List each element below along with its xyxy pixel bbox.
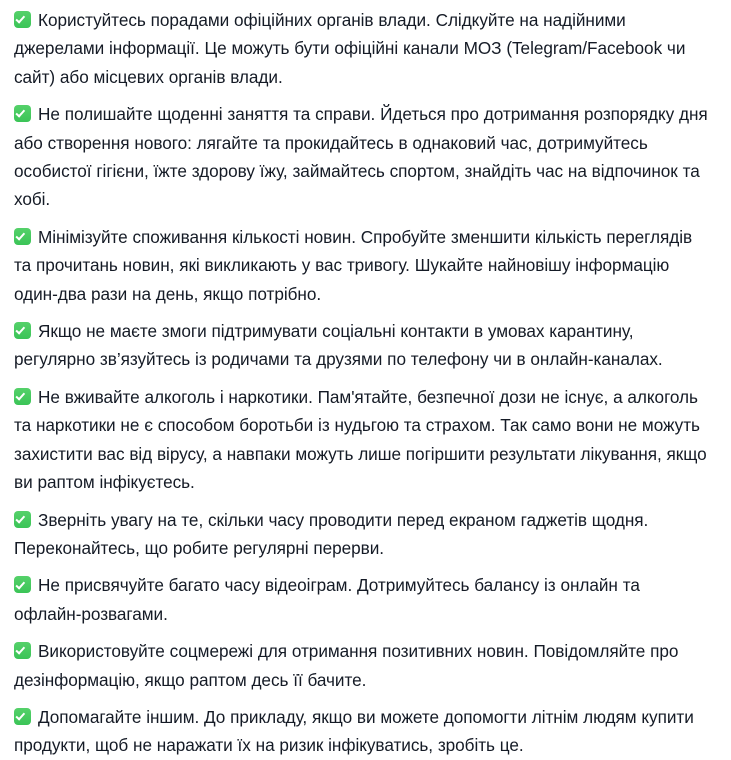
white-heavy-check-mark-icon <box>14 388 31 405</box>
white-heavy-check-mark-icon <box>14 642 31 659</box>
list-item <box>14 6 709 91</box>
white-heavy-check-mark-icon <box>14 105 31 122</box>
list-item-text: Користуйтесь порадами офіційних органів влади. Слідкуйте на надійними джерелами інформації. Це можуть бути офіційні канали МОЗ (Telegram/Facebook чи сайт) або місцевих органів влади. <box>14 10 686 87</box>
white-heavy-check-mark-icon <box>14 228 31 245</box>
list-item <box>14 637 709 694</box>
list-item-text: Не вживайте алкоголь і наркотики. Пам'ятайте, безпечної дози не існує, а алкоголь та наркотики не є способом боротьби із нудьгою та страхом. Так само вони не можуть захистити вас від вірусу, а навпаки можуть лише погіршити результати лікування, якщо ви раптом інфікуєтесь. <box>14 386 707 493</box>
white-heavy-check-mark-icon <box>14 11 31 28</box>
list-item-text: Зверніть увагу на те, скільки часу проводити перед екраном гаджетів щодня. Переконайтесь, що робите регулярні перерви. <box>14 509 649 558</box>
white-heavy-check-mark-icon <box>14 708 31 725</box>
white-heavy-check-mark-icon <box>14 576 31 593</box>
list-item-text: Якщо не маєте змоги підтримувати соціальні контакти в умовах карантину, регулярно зв’язуйтесь із родичами та друзями по телефону чи в онлайн-каналах. <box>14 321 663 370</box>
list-item <box>14 506 709 563</box>
list-item <box>14 223 709 308</box>
list-item <box>14 100 709 214</box>
list-item <box>14 317 709 374</box>
white-heavy-check-mark-icon <box>14 511 31 528</box>
list-item-text: Не присвячуйте багато часу відеоіграм. Дотримуйтесь балансу із онлайн та офлайн-розвагами. <box>14 575 640 624</box>
list-item-text: Допомагайте іншим. До прикладу, якщо ви можете допомогти літнім людям купити продукти, щоб не наражати їх на ризик інфікуватись, зробіть це. <box>14 706 694 756</box>
white-heavy-check-mark-icon <box>14 322 31 339</box>
list-item-text: Не полишайте щоденні заняття та справи. Йдеться про дотримання розпорядку дня або створення нового: лягайте та прокидайтесь в однаковий час, дотримуйтесь особистої гігієни, їжте здорову їжу, займайтесь спортом, знайдіть час на відпочинок та хобі. <box>14 104 708 210</box>
list-item <box>14 571 709 628</box>
list-item <box>14 703 709 760</box>
list-item <box>14 383 709 497</box>
list-item-text: Мінімізуйте споживання кількості новин. Спробуйте зменшити кількість переглядів та прочитань новин, які викликають у вас тривогу. Шукайте найновішу інформацію один-два рази на день, якщо потрібно. <box>14 226 693 304</box>
list-item-text: Використовуйте соцмережі для отримання позитивних новин. Повідомляйте про дезінформацію, якщо раптом десь її бачите. <box>14 641 679 690</box>
